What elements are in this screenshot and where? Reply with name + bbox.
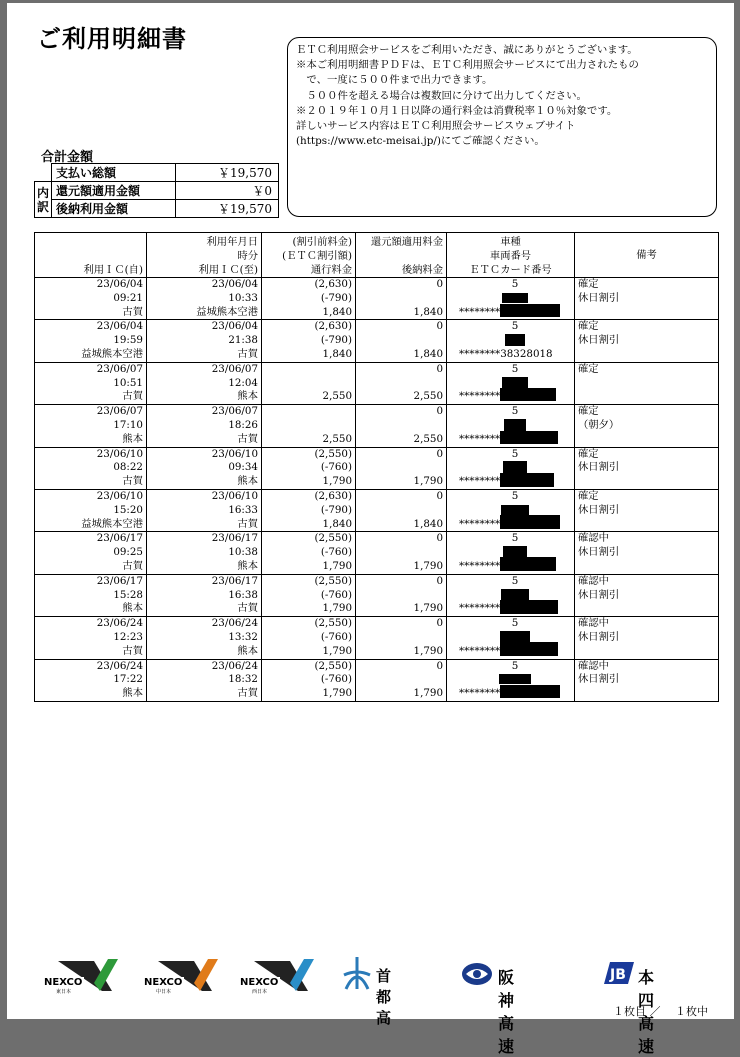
page-title: ご利用明細書 xyxy=(37,25,187,53)
redaction-mark xyxy=(500,642,558,656)
redaction-mark xyxy=(503,461,527,473)
toll-cell: (2,550) (-760) 1,790 xyxy=(262,574,356,616)
redaction-mark xyxy=(500,473,554,487)
summary-table xyxy=(34,163,279,218)
notice-line: ＥＴＣ利用照会サービスをご利用いただき、誠にありがとうございます。 xyxy=(296,44,638,56)
table-row xyxy=(35,617,719,659)
exit-cell: 23/06/10 09:34 熊本 xyxy=(147,447,262,489)
deferred-cell: 0 1,790 xyxy=(356,617,447,659)
deferred-cell: 0 1,840 xyxy=(356,489,447,531)
deferred-cell: 0 1,840 xyxy=(356,278,447,320)
exit-cell: 23/06/24 18:32 古賀 xyxy=(147,659,262,701)
honshi-icon xyxy=(604,960,634,986)
summary-label: 支払い総額 xyxy=(52,164,176,182)
vehicle-cell: 5 ******** xyxy=(447,532,575,574)
redaction-mark xyxy=(500,304,560,317)
entry-cell: 23/06/17 09:25 古賀 xyxy=(35,532,147,574)
exit-cell: 23/06/07 12:04 熊本 xyxy=(147,362,262,404)
entry-cell: 23/06/10 15:20 益城熊本空港 xyxy=(35,489,147,531)
entry-cell: 23/06/17 15:28 熊本 xyxy=(35,574,147,616)
header-deferred: 還元額適用料金 後納料金 xyxy=(356,233,447,278)
shutoko-icon xyxy=(342,955,372,991)
toll-cell: 2,550 xyxy=(262,362,356,404)
table-row xyxy=(35,532,719,574)
notice-box xyxy=(287,37,717,217)
header-vehicle: 車種 車両番号 ＥＴＣカード番号 xyxy=(447,233,575,278)
toll-cell: (2,550) (-760) 1,790 xyxy=(262,659,356,701)
table-row xyxy=(35,320,719,362)
notice-line: ※本ご利用明細書ＰＤＦは、ＥＴＣ利用照会サービスにて出力されたもの xyxy=(296,59,639,72)
exit-cell: 23/06/07 18:26 古賀 xyxy=(147,405,262,447)
deferred-cell: 0 2,550 xyxy=(356,405,447,447)
notes-cell: 確認中 休日割引 xyxy=(575,574,719,616)
card-number: ******** xyxy=(459,305,501,318)
vehicle-cell: 5 ******** xyxy=(447,447,575,489)
notice-line: ５００件を超える場合は複数回に分けて出力してください。 xyxy=(296,89,587,102)
header-exit-ic: 利用年月日 時分 利用ＩＣ(至) xyxy=(147,233,262,278)
vehicle-cell: 5 ******** xyxy=(447,489,575,531)
card-number: ******** xyxy=(459,475,501,488)
table-row xyxy=(35,659,719,701)
notice-line: で、一度に５００件まで出力できます。 xyxy=(296,74,493,87)
entry-cell: 23/06/10 08:22 古賀 xyxy=(35,447,147,489)
table-row xyxy=(35,489,719,531)
notice-line: 詳しいサービス内容はＥＴＣ利用照会サービスウェブサイト xyxy=(296,120,576,133)
vehicle-cell: 5 ******** xyxy=(447,617,575,659)
table-row xyxy=(35,447,719,489)
exit-cell: 23/06/17 10:38 熊本 xyxy=(147,532,262,574)
notice-line: ※２０１９年１０月１日以降の通行料金は消費税率１０％対象です。 xyxy=(296,104,618,117)
redaction-mark xyxy=(499,674,531,684)
redaction-mark xyxy=(503,546,527,558)
header-entry-ic: 利用ＩＣ(自) xyxy=(35,233,147,278)
deferred-cell: 0 1,790 xyxy=(356,532,447,574)
table-row xyxy=(35,405,719,447)
vehicle-cell: 5 ******** xyxy=(447,405,575,447)
summary-value: ￥19,570 xyxy=(176,164,279,182)
redaction-mark xyxy=(504,419,526,431)
table-header-row xyxy=(35,233,719,278)
card-number: ******** xyxy=(459,602,501,615)
exit-cell: 23/06/10 16:33 古賀 xyxy=(147,489,262,531)
vehicle-cell: 5 ******** xyxy=(447,362,575,404)
toll-cell: (2,630) (-790) 1,840 xyxy=(262,489,356,531)
vehicle-cell: 5 ******** xyxy=(447,659,575,701)
toll-cell: 2,550 xyxy=(262,405,356,447)
redaction-mark xyxy=(500,431,558,444)
card-number: ******** xyxy=(459,644,501,657)
notes-cell: 確認中 休日割引 xyxy=(575,617,719,659)
hanshin-icon xyxy=(460,959,494,989)
card-number: ******** xyxy=(459,687,501,700)
redaction-mark xyxy=(500,388,556,401)
entry-cell: 23/06/24 12:23 古賀 xyxy=(35,617,147,659)
notes-cell: 確定 休日割引 xyxy=(575,447,719,489)
entry-cell: 23/06/04 19:59 益城熊本空港 xyxy=(35,320,147,362)
toll-cell: (2,550) (-760) 1,790 xyxy=(262,617,356,659)
summary-label: 後納利用金額 xyxy=(52,200,176,218)
notes-cell: 確認中 休日割引 xyxy=(575,532,719,574)
redaction-mark xyxy=(502,293,528,303)
entry-cell: 23/06/04 09:21 古賀 xyxy=(35,278,147,320)
logo-nexco-east: NEXCO 東日本 xyxy=(42,953,122,993)
header-notes: 備考 xyxy=(575,233,719,278)
card-number: ******** xyxy=(459,559,501,572)
notes-cell: 確定 休日割引 xyxy=(575,320,719,362)
notes-cell: 確定 xyxy=(575,362,719,404)
summary-value: ￥19,570 xyxy=(176,200,279,218)
redaction-mark xyxy=(505,334,525,346)
notes-cell: 確定 （朝夕） xyxy=(575,405,719,447)
redaction-mark xyxy=(500,685,560,698)
summary-label: 還元額適用金額 xyxy=(52,182,176,200)
breakdown-label: 内 訳 xyxy=(35,182,52,218)
deferred-cell: 0 1,790 xyxy=(356,447,447,489)
usage-table xyxy=(34,232,719,702)
vehicle-cell: 5 ******** xyxy=(447,278,575,320)
card-number: ******** xyxy=(459,517,501,530)
exit-cell: 23/06/17 16:38 古賀 xyxy=(147,574,262,616)
deferred-cell: 0 1,790 xyxy=(356,574,447,616)
summary-heading: 合計金額 xyxy=(41,150,94,165)
notes-cell: 確定 休日割引 xyxy=(575,489,719,531)
logo-nexco-west: NEXCO 西日本 xyxy=(238,953,318,993)
notes-cell: 確認中 休日割引 xyxy=(575,659,719,701)
page-indicator: １枚目 ／ １枚中 xyxy=(613,1005,708,1018)
table-row xyxy=(35,362,719,404)
header-toll: (割引前料金) (ＥＴＣ割引額) 通行料金 xyxy=(262,233,356,278)
table-row xyxy=(35,574,719,616)
entry-cell: 23/06/07 10:51 古賀 xyxy=(35,362,147,404)
card-number: ******** xyxy=(459,390,501,403)
toll-cell: (2,550) (-760) 1,790 xyxy=(262,447,356,489)
summary-value: ￥0 xyxy=(176,182,279,200)
redaction-mark xyxy=(501,589,529,601)
redaction-mark xyxy=(500,557,556,571)
redaction-mark xyxy=(502,377,528,389)
redaction-mark xyxy=(501,505,529,515)
exit-cell: 23/06/24 13:32 熊本 xyxy=(147,617,262,659)
notice-line: (https://www.etc-meisai.jp/)にてご確認ください。 xyxy=(296,135,545,148)
exit-cell: 23/06/04 10:33 益城熊本空港 xyxy=(147,278,262,320)
redaction-mark xyxy=(500,515,560,529)
card-number-tail: 38328018 xyxy=(500,347,553,360)
footer-logos: NEXCO 東日本 NEXCO 中日本 NEXCO 西日本 首都高 阪神高速 JB 本四高速 xyxy=(42,953,722,993)
card-number: ******** xyxy=(459,432,501,445)
entry-cell: 23/06/07 17:10 熊本 xyxy=(35,405,147,447)
table-row xyxy=(35,278,719,320)
svg-text:JB: JB xyxy=(610,967,626,983)
deferred-cell: 0 1,840 xyxy=(356,320,447,362)
notes-cell: 確定 休日割引 xyxy=(575,278,719,320)
statement-page xyxy=(7,3,734,1056)
logo-nexco-central: NEXCO 中日本 xyxy=(142,953,222,993)
redaction-mark xyxy=(500,600,558,614)
exit-cell: 23/06/04 21:38 古賀 xyxy=(147,320,262,362)
toll-cell: (2,630) (-790) 1,840 xyxy=(262,278,356,320)
vehicle-cell: 5 ******** xyxy=(447,574,575,616)
vehicle-cell: 5 ********38328018 xyxy=(447,320,575,362)
toll-cell: (2,630) (-790) 1,840 xyxy=(262,320,356,362)
deferred-cell: 0 1,790 xyxy=(356,659,447,701)
toll-cell: (2,550) (-760) 1,790 xyxy=(262,532,356,574)
entry-cell: 23/06/24 17:22 熊本 xyxy=(35,659,147,701)
card-number: ******** xyxy=(459,347,501,360)
deferred-cell: 0 2,550 xyxy=(356,362,447,404)
